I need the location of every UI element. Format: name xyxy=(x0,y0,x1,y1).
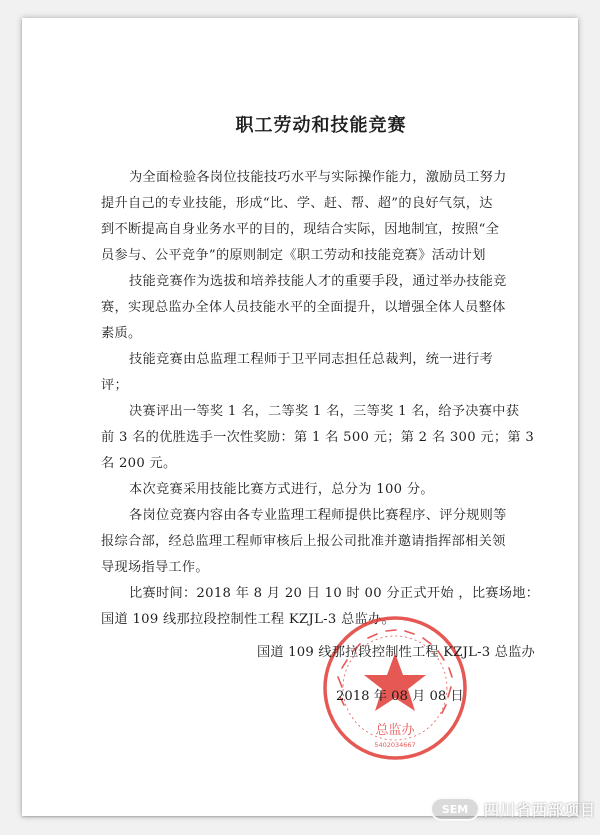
paragraph-schedule: 比赛时间：2018 年 8 月 20 日 10 时 00 分正式开始 ，比赛场地： 国道 109 线那拉段控制性工程 KZJL-3 总监办。 xyxy=(101,586,540,627)
watermark-text: 四川省西部项目 xyxy=(484,800,597,819)
paragraph-judge: 技能竞赛由总监理工程师于卫平同志担任总裁判，统一进行考 评； xyxy=(101,352,494,393)
document-title: 职工劳动和技能竞赛 xyxy=(235,115,407,136)
paragraph-procedure: 各岗位竞赛内容由各专业监理工程师提供比赛程序、评分规则等 报综合部，经总监理工程师审核后上报公司批准并邀请指挥部相关领 导现场指导工作。 xyxy=(101,508,507,575)
paragraph-awards: 决赛评出一等奖 1 名，二等奖 1 名，三等奖 1 名，给予决赛中获 前 3 名的优胜选手一次性奖励：第 1 名 500 元；第 2 名 300 元；第 3 名 200 元。 xyxy=(101,404,535,471)
paragraph-means: 技能竞赛作为选拔和培养技能人才的重要手段，通过举办技能竞 赛，实现总监办全体人员技能水平的全面提升，以增强全体人员整体 素质。 xyxy=(101,274,507,341)
seal-label: 总监办 xyxy=(375,723,415,738)
seal-number: 5402034667 xyxy=(374,741,416,749)
watermark-logo-icon: SEM xyxy=(430,797,480,821)
paragraph-purpose: 为全面检验各岗位技能技巧水平与实际操作能力，激励员工努力 提升自己的专业技能，形成“比、学、赶、帮、超”的良好气氛，达 到不断提高自身业务水平的目的，现结合实际，因地制宜，按照“全 员参与、公平竞争”的原则制定《职工劳动和技能竞赛》活动计划 xyxy=(101,170,507,263)
signature-organization: 国道 109 线那拉段控制性工程 KZJL-3 总监办 xyxy=(257,645,535,660)
paragraph-scoring: 本次竞赛采用技能比赛方式进行，总分为 100 分。 xyxy=(129,482,434,497)
signature-date: 2018 年 08 月 08 日 xyxy=(336,689,464,704)
watermark xyxy=(430,796,596,822)
document-page xyxy=(22,18,578,816)
